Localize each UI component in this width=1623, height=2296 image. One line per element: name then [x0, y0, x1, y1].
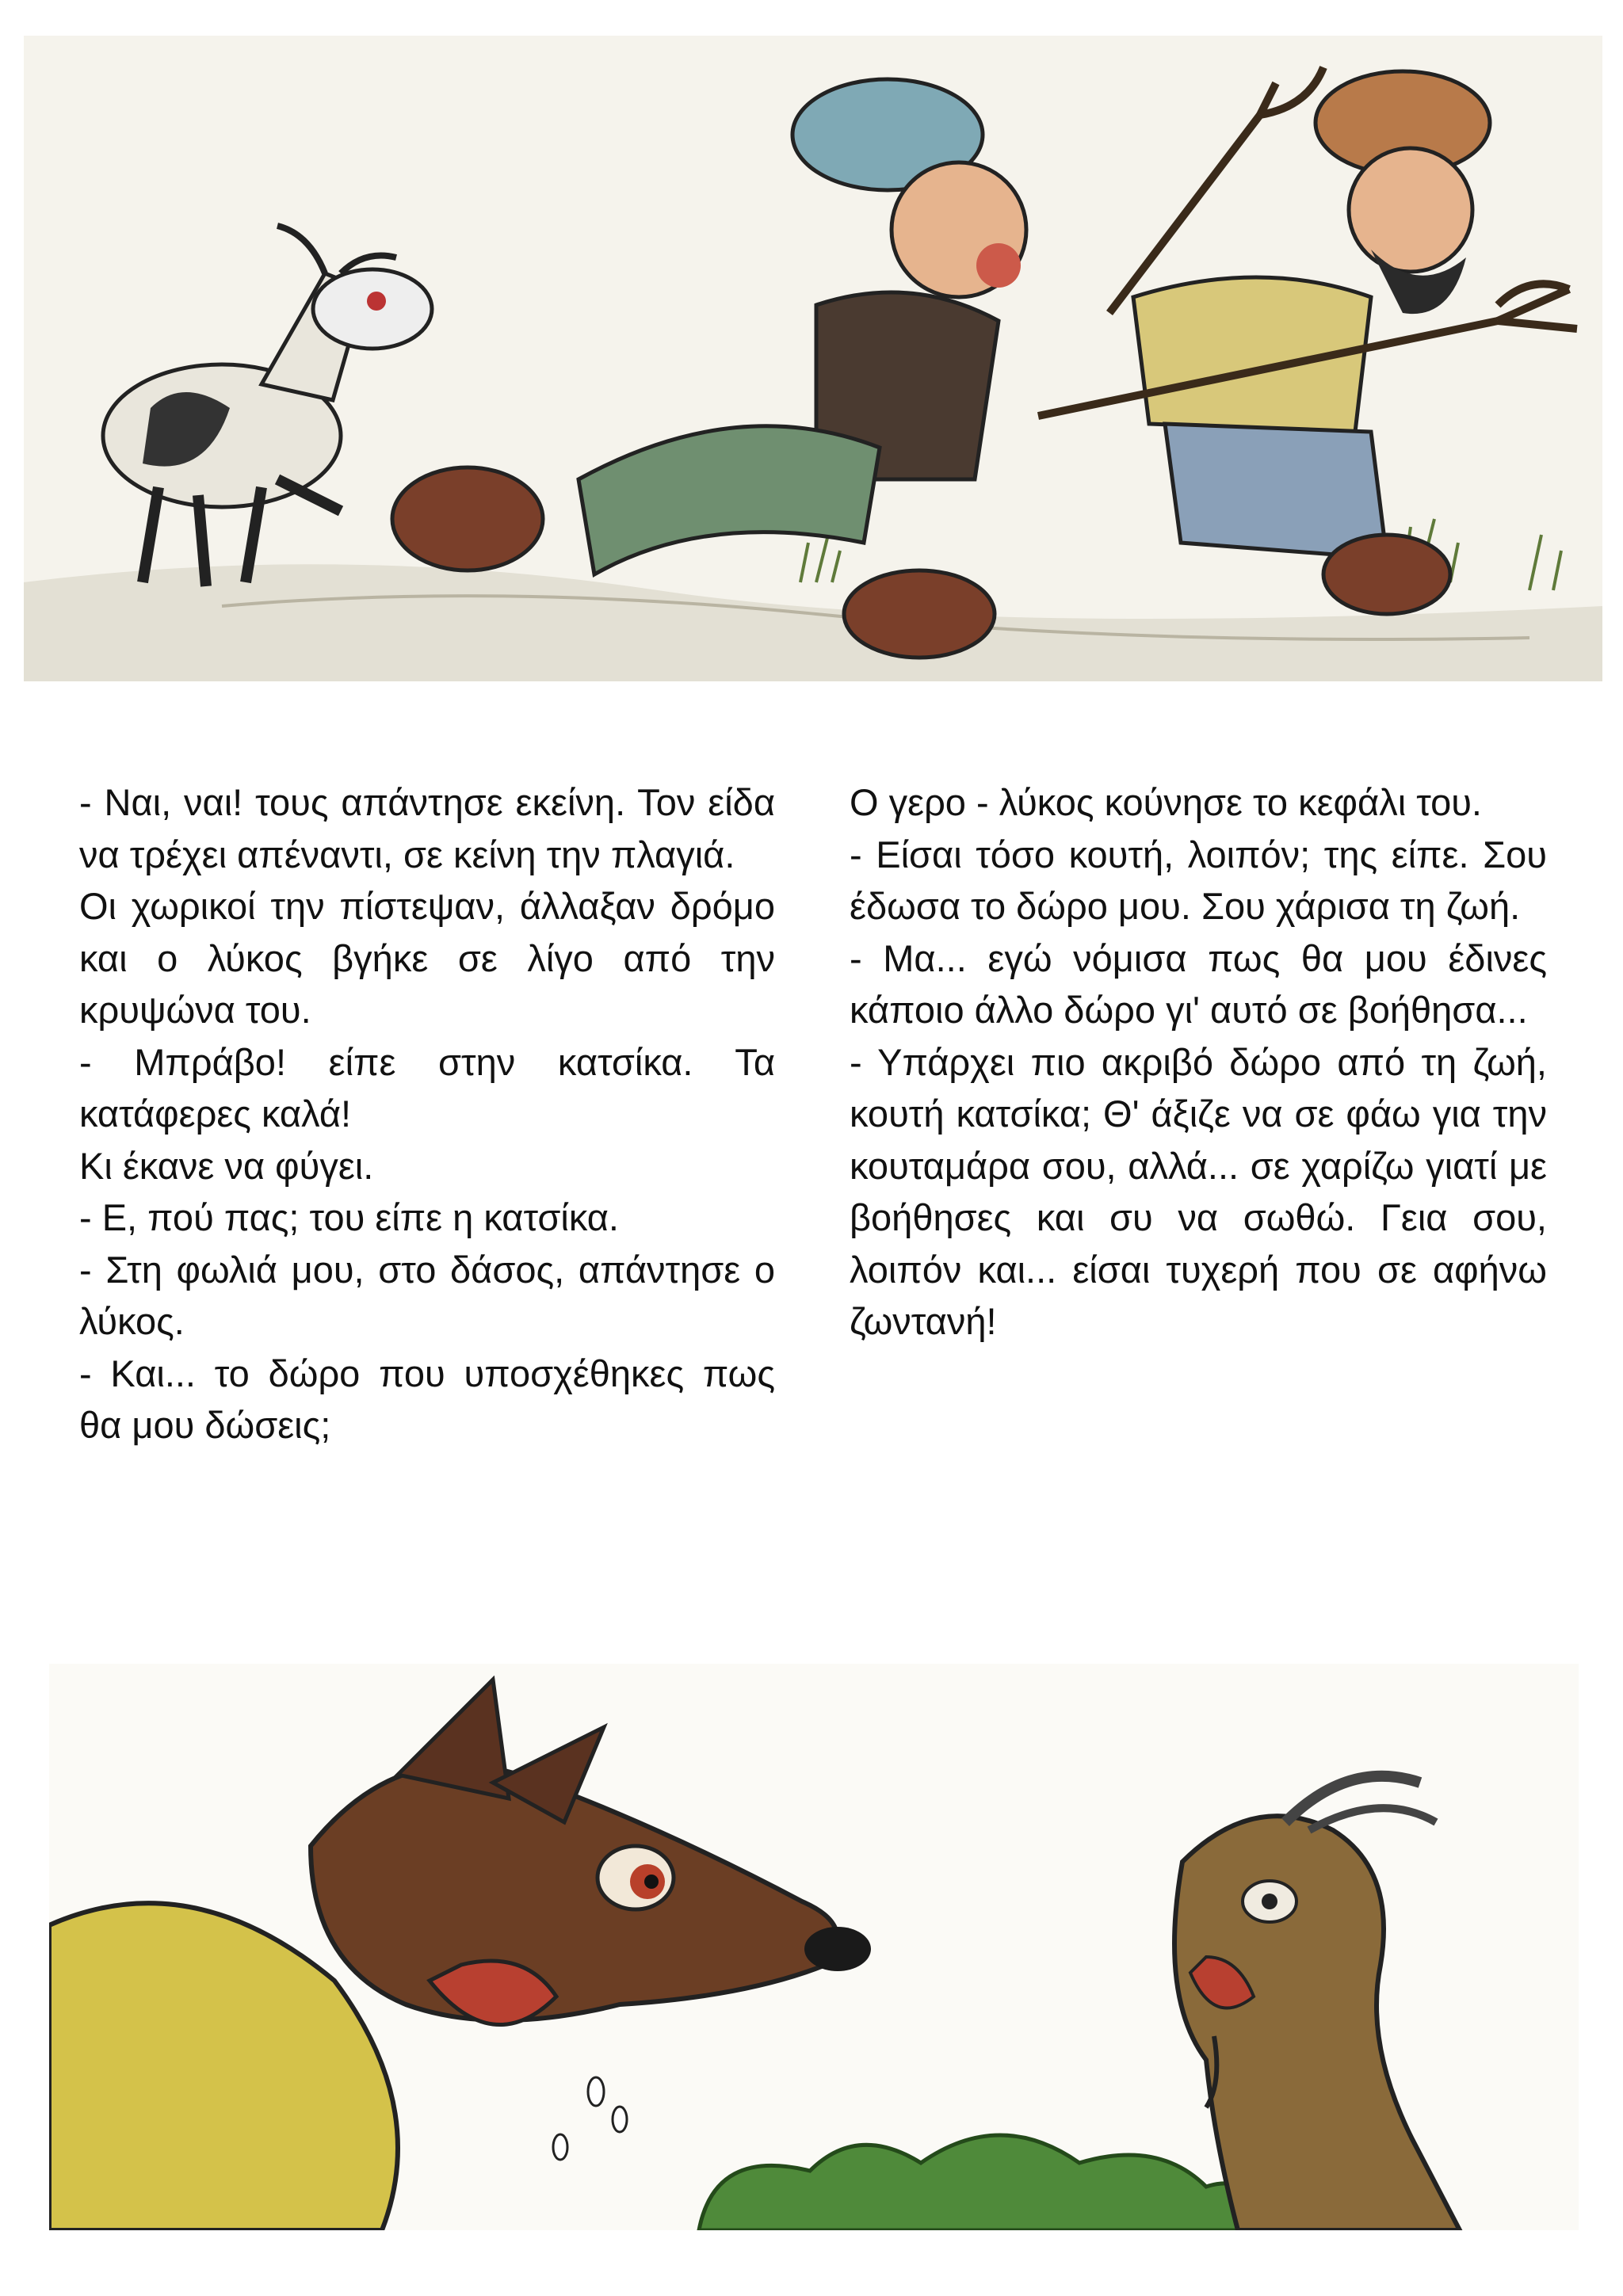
pitchforks — [1038, 67, 1577, 416]
paragraph: - Ναι, ναι! τους απάντησε εκείνη. Τον είδα να τρέχει απέναντι, σε κείνη την πλαγιά. — [79, 781, 775, 875]
illustration-goat-and-villagers — [24, 36, 1602, 681]
paragraph: - Είσαι τόσο κουτή, λοιπόν; της είπε. Σου έδωσα το δώρο μου. Σου χάρισα τη ζωή. — [850, 833, 1547, 927]
paragraph: Ο γερο - λύκος κούνησε το κεφάλι του. — [850, 781, 1482, 823]
paragraph: Κι έκανε να φύγει. — [79, 1144, 374, 1187]
story-column-right — [850, 776, 1547, 1348]
paragraph: - Και... το δώρο που υποσχέθηκες πως θα μου δώσεις; — [79, 1352, 775, 1446]
wolf-figure — [311, 1680, 871, 2025]
bush — [699, 2135, 1285, 2230]
story-column-left — [79, 776, 775, 1451]
villager-figure-left — [392, 79, 1026, 658]
illustration-wolf-and-goat — [49, 1664, 1579, 2230]
paragraph: Οι χωρικοί την πίστεψαν, άλλαξαν δρόμο και ο λύκος βγήκε σε λίγο από την κρυψώνα του. — [79, 885, 775, 1031]
paragraph: - Μα... εγώ νόμισα πως θα μου έδινες κάποιο άλλο δώρο γι' αυτό σε βοήθησα... — [850, 936, 1547, 1031]
goat-figure — [1174, 1776, 1460, 2230]
villager-figure-right — [1133, 71, 1490, 614]
paragraph: - Υπάρχει πιο ακριβό δώρο από τη ζωή, κουτή κατσίκα; Θ' άξιζε να σε φάω για την κουταμάρα σου, αλλά... σε χαρίζω γιατί με βοήθησες και συ να σωθώ. Γεια σου, λοιπόν και... είσαι τυχερή που σε αφήνω ζωντανή! — [850, 1040, 1547, 1342]
paragraph: - Ε, πού πας; του είπε η κατσίκα. — [79, 1196, 619, 1238]
paragraph: - Μπράβο! είπε στην κατσίκα. Τα κατάφερες καλά! — [79, 1040, 775, 1135]
paragraph: - Στη φωλιά μου, στο δάσος, απάντησε ο λύκος. — [79, 1248, 775, 1342]
drool-drops — [553, 2077, 627, 2160]
goat-figure — [103, 226, 432, 586]
